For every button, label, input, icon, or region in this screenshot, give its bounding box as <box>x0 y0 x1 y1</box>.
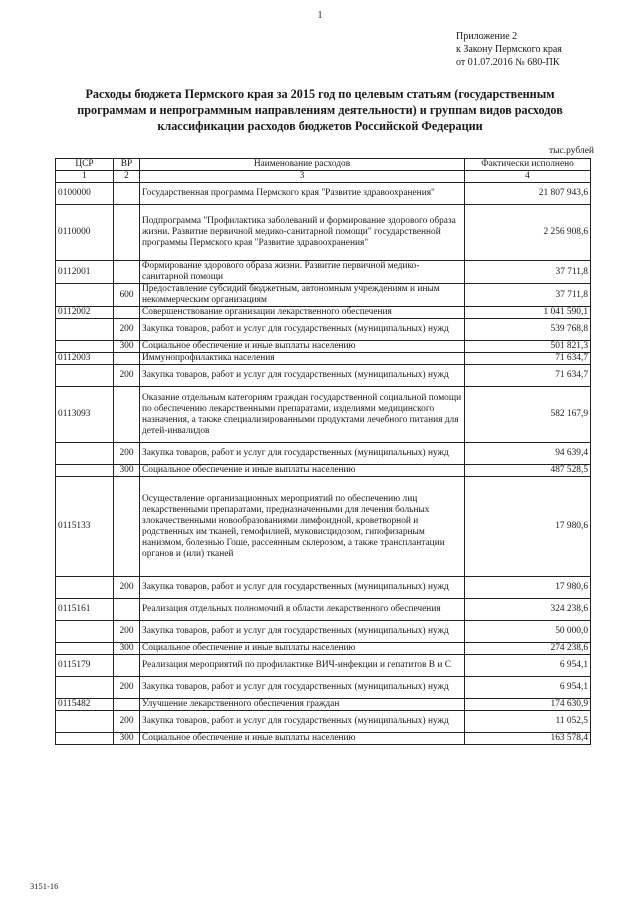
row-amount: 37 711,8 <box>465 261 591 284</box>
row-csr: 0100000 <box>56 183 114 205</box>
row-csr <box>56 284 114 307</box>
footer-code: 3151-16 <box>30 881 59 891</box>
header-amount: Фактически исполнено <box>465 159 591 171</box>
table-row <box>56 577 591 599</box>
table-row <box>56 733 591 745</box>
appendix-line-3: от 01.07.2016 № 680-ПК <box>456 57 560 68</box>
table-row <box>56 353 591 365</box>
row-csr: 0112001 <box>56 261 114 284</box>
row-vr: 200 <box>114 577 140 599</box>
table-row <box>56 655 591 677</box>
row-amount: 487 528,5 <box>465 465 591 477</box>
document-title <box>40 86 600 134</box>
row-csr: 0115161 <box>56 599 114 621</box>
row-name: Социальное обеспечение и иные выплаты населению <box>140 465 465 477</box>
table-row <box>56 284 591 307</box>
row-csr <box>56 365 114 387</box>
row-name: Государственная программа Пермского края "Развитие здравоохранения" <box>140 183 465 205</box>
header-num-1: 1 <box>56 171 114 183</box>
row-name: Закупка товаров, работ и услуг для государственных (муниципальных) нужд <box>140 443 465 465</box>
header-num-2: 2 <box>114 171 140 183</box>
row-name: Реализация отдельных полномочий в области лекарственного обеспечения <box>140 599 465 621</box>
row-amount: 501 821,3 <box>465 341 591 353</box>
row-vr <box>114 387 140 443</box>
row-vr: 200 <box>114 711 140 733</box>
row-amount: 94 639,4 <box>465 443 591 465</box>
row-name: Реализация мероприятий по профилактике ВИЧ-инфекции и гепатитов В и С <box>140 655 465 677</box>
row-name: Формирование здорового образа жизни. Развитие первичной медико-санитарной помощи <box>140 261 465 284</box>
row-csr <box>56 341 114 353</box>
row-csr: 0115179 <box>56 655 114 677</box>
table-row <box>56 643 591 655</box>
table-row <box>56 183 591 205</box>
table-row <box>56 443 591 465</box>
row-vr: 200 <box>114 319 140 341</box>
table-row <box>56 205 591 261</box>
table-row <box>56 477 591 577</box>
table-row <box>56 711 591 733</box>
row-amount: 6 954,1 <box>465 677 591 699</box>
header-vr: ВР <box>114 159 140 171</box>
row-name: Закупка товаров, работ и услуг для государственных (муниципальных) нужд <box>140 621 465 643</box>
row-name: Социальное обеспечение и иные выплаты населению <box>140 341 465 353</box>
table-row <box>56 365 591 387</box>
row-vr <box>114 205 140 261</box>
header-number-row <box>56 171 591 183</box>
row-name: Закупка товаров, работ и услуг для государственных (муниципальных) нужд <box>140 711 465 733</box>
table-row <box>56 307 591 319</box>
row-csr <box>56 733 114 745</box>
page-number: 1 <box>317 10 323 21</box>
title-line-2: программам и непрограммным направлениям деятельности) и группам видов расходов <box>77 103 563 117</box>
row-vr <box>114 699 140 711</box>
row-amount: 21 807 943,6 <box>465 183 591 205</box>
row-csr <box>56 319 114 341</box>
table-body <box>56 159 591 745</box>
row-csr <box>56 465 114 477</box>
row-name: Предоставление субсидий бюджетным, автономным учреждениям и иным некоммерческим организациям <box>140 284 465 307</box>
row-name: Подпрограмма "Профилактика заболеваний и формирование здорового образа жизни. Развитие первичной медико-санитарной помощи" государственной программы Пермского края "Развитие здравоохранения" <box>140 205 465 261</box>
row-csr <box>56 643 114 655</box>
row-name: Иммунопрофилактика населения <box>140 353 465 365</box>
row-name: Закупка товаров, работ и услуг для государственных (муниципальных) нужд <box>140 577 465 599</box>
row-csr: 0110000 <box>56 205 114 261</box>
row-csr <box>56 677 114 699</box>
appendix-line-1: Приложение 2 <box>456 31 518 42</box>
header-name: Наименование расходов <box>140 159 465 171</box>
title-line-3: классификации расходов бюджетов Российской Федерации <box>157 119 483 133</box>
table-row <box>56 341 591 353</box>
header-csr: ЦСР <box>56 159 114 171</box>
row-vr: 600 <box>114 284 140 307</box>
table-row <box>56 319 591 341</box>
row-csr <box>56 443 114 465</box>
row-amount: 2 256 908,6 <box>465 205 591 261</box>
table-row <box>56 677 591 699</box>
row-csr: 0112002 <box>56 307 114 319</box>
table-row <box>56 621 591 643</box>
row-name: Закупка товаров, работ и услуг для государственных (муниципальных) нужд <box>140 677 465 699</box>
row-amount: 539 768,8 <box>465 319 591 341</box>
row-amount: 1 041 590,1 <box>465 307 591 319</box>
row-csr <box>56 577 114 599</box>
row-vr <box>114 599 140 621</box>
row-amount: 71 634,7 <box>465 353 591 365</box>
row-amount: 71 634,7 <box>465 365 591 387</box>
row-vr: 200 <box>114 621 140 643</box>
table-row <box>56 387 591 443</box>
row-name: Закупка товаров, работ и услуг для государственных (муниципальных) нужд <box>140 319 465 341</box>
table-row <box>56 465 591 477</box>
row-vr: 300 <box>114 643 140 655</box>
row-amount: 11 052,5 <box>465 711 591 733</box>
table-row <box>56 699 591 711</box>
row-name: Оказание отдельным категориям граждан государственной социальной помощи по обеспечению лекарственными препаратами, изделиями медицинского назначения, а также специализированными продуктами лечебного питания для детей-инвалидов <box>140 387 465 443</box>
row-name: Улучшение лекарственного обеспечения граждан <box>140 699 465 711</box>
row-vr <box>114 477 140 577</box>
header-row <box>56 159 591 171</box>
row-csr: 0113093 <box>56 387 114 443</box>
row-csr: 0112003 <box>56 353 114 365</box>
row-amount: 582 167,9 <box>465 387 591 443</box>
row-csr <box>56 711 114 733</box>
table-row <box>56 261 591 284</box>
row-vr <box>114 353 140 365</box>
row-vr: 200 <box>114 365 140 387</box>
title-line-1: Расходы бюджета Пермского края за 2015 год по целевым статьям (государственным <box>85 87 555 101</box>
header-num-3: 3 <box>140 171 465 183</box>
row-amount: 174 630,9 <box>465 699 591 711</box>
row-vr <box>114 261 140 284</box>
row-amount: 50 000,0 <box>465 621 591 643</box>
row-vr <box>114 655 140 677</box>
unit-label: тыс.рублей <box>548 146 594 156</box>
row-vr: 300 <box>114 733 140 745</box>
row-name: Социальное обеспечение и иные выплаты населению <box>140 643 465 655</box>
table-row <box>56 599 591 621</box>
row-amount: 274 238,6 <box>465 643 591 655</box>
row-amount: 324 238,6 <box>465 599 591 621</box>
row-amount: 17 980,6 <box>465 577 591 599</box>
expenses-table <box>55 158 591 745</box>
row-csr: 0115482 <box>56 699 114 711</box>
row-name: Социальное обеспечение и иные выплаты населению <box>140 733 465 745</box>
header-num-4: 4 <box>465 171 591 183</box>
row-amount: 37 711,8 <box>465 284 591 307</box>
row-vr: 300 <box>114 465 140 477</box>
row-vr: 200 <box>114 677 140 699</box>
row-vr: 200 <box>114 443 140 465</box>
row-csr <box>56 621 114 643</box>
row-amount: 6 954,1 <box>465 655 591 677</box>
row-vr <box>114 307 140 319</box>
row-csr: 0115133 <box>56 477 114 577</box>
appendix-line-2: к Закону Пермского края <box>456 44 562 55</box>
row-name: Совершенствование организации лекарственного обеспечения <box>140 307 465 319</box>
row-vr: 300 <box>114 341 140 353</box>
row-name: Закупка товаров, работ и услуг для государственных (муниципальных) нужд <box>140 365 465 387</box>
row-vr <box>114 183 140 205</box>
row-amount: 17 980,6 <box>465 477 591 577</box>
row-name: Осуществление организационных мероприятий по обеспечению лиц лекарственными препаратами, предназначенными для лечения больных злокачественными новообразованиями лимфоидной, кроветворной и родственных им тканей, гемофилией, муковисцидозом, гипофизарным нанизмом, болезнью Гоше, рассеянным склерозом, а также трансплантации органов и (или) тканей <box>140 477 465 577</box>
row-amount: 163 578,4 <box>465 733 591 745</box>
appendix-note <box>456 30 562 69</box>
